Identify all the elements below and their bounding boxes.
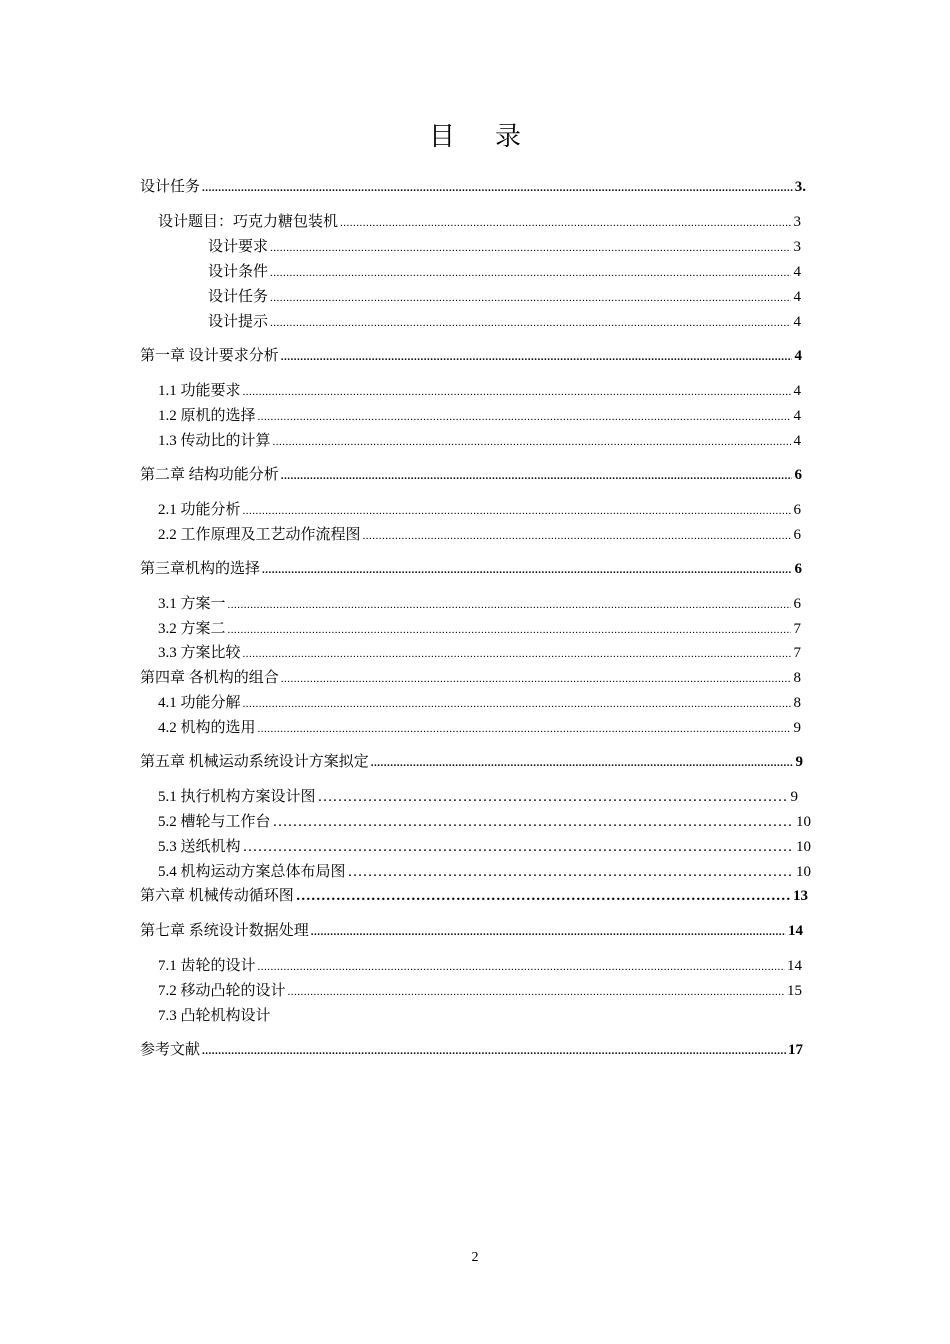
toc-entry-label: 2.1 功能分析 — [158, 502, 241, 518]
toc-entry-page: 9 — [790, 789, 798, 805]
dot-leader — [281, 346, 792, 367]
toc-entry-page: 3 — [793, 214, 801, 230]
toc-entry-label: 3.3 方案比较 — [158, 645, 241, 661]
toc-entry-design-conditions[interactable] — [208, 262, 801, 282]
toc-entry-1-1[interactable] — [158, 381, 801, 401]
dot-leader — [288, 981, 785, 1002]
toc-entry-7-2[interactable] — [158, 981, 802, 1001]
toc-entry-label: 3.2 方案二 — [158, 621, 226, 637]
toc-title-char-1: 目 — [428, 122, 455, 151]
toc-entry-3-1[interactable] — [158, 594, 801, 614]
dot-leader — [258, 718, 791, 739]
toc-entry-page: 7 — [793, 645, 801, 661]
toc-entry-page: 4 — [794, 348, 802, 364]
toc-entry-page: 4 — [793, 314, 801, 330]
dot-leader — [228, 594, 791, 615]
toc-entry-7-1[interactable] — [158, 956, 802, 976]
dot-leader — [243, 643, 791, 664]
toc-entry-page: 9 — [793, 720, 801, 736]
toc-entry-label: 第二章 结构功能分析 — [140, 467, 279, 483]
toc-entry-label: 1.2 原机的选择 — [158, 408, 256, 424]
toc-entry-label: 设计条件 — [208, 264, 269, 280]
toc-entry-page: 8 — [793, 670, 801, 686]
dot-leader — [228, 619, 791, 640]
toc-entry-design-tasks-sub[interactable] — [208, 287, 801, 307]
page-number: 2 — [471, 1250, 479, 1265]
toc-entry-4-2[interactable] — [158, 718, 801, 738]
toc-entry-chapter-6[interactable] — [140, 886, 808, 906]
toc-entry-label: 2.2 工作原理及工艺动作流程图 — [158, 527, 361, 543]
toc-entry-label: 3.1 方案一 — [158, 596, 226, 612]
toc-entry-label: 1.1 功能要求 — [158, 383, 241, 399]
toc-entry-label: 5.2 槽轮与工作台 — [158, 814, 271, 830]
toc-entry-3-2[interactable] — [158, 619, 801, 639]
toc-entry-chapter-3[interactable] — [140, 559, 802, 579]
dot-leader — [243, 837, 794, 857]
toc-entry-label: 4.2 机构的选用 — [158, 720, 256, 736]
dot-leader — [371, 752, 793, 773]
toc-entry-label: 第六章 机械传动循环图 — [140, 888, 294, 904]
toc-entry-page: 4 — [793, 264, 801, 280]
toc-entry-1-2[interactable] — [158, 406, 801, 426]
toc-entry-page: 10 — [796, 839, 811, 855]
toc-entry-label: 4.1 功能分解 — [158, 695, 241, 711]
dot-leader — [318, 787, 788, 807]
toc-entry-page: 10 — [796, 864, 811, 880]
toc-entry-4-1[interactable] — [158, 693, 801, 713]
toc-entry-label: 1.3 传动比的计算 — [158, 433, 271, 449]
toc-entry-page: 6 — [794, 561, 802, 577]
toc-entry-5-3[interactable] — [158, 837, 811, 857]
toc-entry-label: 5.3 送纸机构 — [158, 839, 241, 855]
toc-entry-chapter-5[interactable] — [140, 752, 803, 772]
toc-entry-design-task[interactable] — [140, 177, 806, 197]
dot-leader — [258, 406, 791, 427]
dot-leader — [273, 812, 794, 832]
toc-entry-page: 15 — [787, 983, 802, 999]
dot-leader — [202, 177, 793, 198]
toc-entry-page: 4 — [793, 383, 801, 399]
toc-entry-references[interactable] — [140, 1040, 803, 1060]
toc-entry-label: 7.1 齿轮的设计 — [158, 958, 256, 974]
toc-entry-page: 4 — [793, 408, 801, 424]
toc-entry-2-2[interactable] — [158, 525, 801, 545]
toc-entry-page: 14 — [788, 923, 803, 939]
toc-entry-page: 6 — [794, 467, 802, 483]
dot-leader — [296, 886, 791, 906]
toc-entry-5-2[interactable] — [158, 812, 811, 832]
toc-title-char-2: 录 — [495, 122, 522, 151]
toc-entry-page: 9 — [795, 754, 803, 770]
dot-leader — [273, 431, 791, 452]
toc-entry-page: 6 — [793, 527, 801, 543]
toc-entry-label: 设计任务 — [140, 179, 201, 195]
toc-entry-label: 参考文献 — [140, 1042, 201, 1058]
toc-entry-label: 5.4 机构运动方案总体布局图 — [158, 864, 346, 880]
toc-entry-page: 3. — [794, 179, 806, 195]
dot-leader — [270, 262, 791, 283]
toc-entry-chapter-4[interactable] — [140, 668, 801, 688]
toc-entry-page: 17 — [788, 1042, 803, 1058]
toc-entry-label: 第三章机构的选择 — [140, 561, 261, 577]
toc-entry-label: 第七章 系统设计数据处理 — [140, 923, 309, 939]
toc-entry-page: 6 — [793, 596, 801, 612]
dot-leader — [270, 237, 791, 258]
toc-entry-page: 3 — [793, 239, 801, 255]
toc-entry-chapter-1[interactable] — [140, 346, 802, 366]
toc-entry-label: 7.3 凸轮机构设计 — [158, 1008, 271, 1024]
toc-entry-chapter-7[interactable] — [140, 921, 803, 941]
toc-entry-page: 7 — [793, 621, 801, 637]
dot-leader — [258, 956, 785, 977]
toc-entry-2-1[interactable] — [158, 500, 801, 520]
dot-leader — [243, 500, 791, 521]
toc-entry-page: 8 — [793, 695, 801, 711]
toc-entry-chapter-2[interactable] — [140, 465, 802, 485]
dot-leader — [243, 381, 791, 402]
dot-leader — [281, 465, 792, 486]
toc-entry-label: 第四章 各机构的组合 — [140, 670, 279, 686]
toc-entry-design-hints[interactable] — [208, 312, 801, 332]
toc-entry-page: 10 — [796, 814, 811, 830]
toc-entry-1-3[interactable] — [158, 431, 801, 451]
dot-leader — [363, 525, 791, 546]
toc-title — [0, 116, 950, 153]
toc-entry-page: 6 — [793, 502, 801, 518]
dot-leader — [311, 921, 786, 942]
toc-entry-page: 13 — [793, 888, 808, 904]
toc-entry-page: 4 — [793, 289, 801, 305]
toc-entry-page: 4 — [793, 433, 801, 449]
dot-leader — [270, 287, 791, 308]
dot-leader — [270, 312, 791, 333]
dot-leader — [348, 862, 794, 882]
toc-entry-label: 设计要求 — [208, 239, 269, 255]
toc-entry-page: 14 — [787, 958, 802, 974]
toc-entry-label: 第五章 机械运动系统设计方案拟定 — [140, 754, 369, 770]
dot-leader — [281, 668, 791, 689]
toc-entry-design-requirements[interactable] — [208, 237, 801, 257]
toc-entry-label: 设计提示 — [208, 314, 269, 330]
dot-leader — [262, 559, 792, 580]
toc-entry-label: 第一章 设计要求分析 — [140, 348, 279, 364]
toc-entry-label: 设计题目：巧克力糖包装机 — [158, 214, 339, 230]
toc-entry-design-topic[interactable] — [158, 212, 801, 232]
toc-entry-3-3[interactable] — [158, 643, 801, 663]
dot-leader — [243, 693, 791, 714]
toc-entry-label: 5.1 执行机构方案设计图 — [158, 789, 316, 805]
dot-leader — [340, 212, 791, 233]
toc-entry-7-3[interactable] — [158, 1006, 458, 1026]
toc-entry-5-4[interactable] — [158, 862, 811, 882]
toc-entry-label: 7.2 移动凸轮的设计 — [158, 983, 286, 999]
toc-entry-5-1[interactable] — [158, 787, 798, 807]
dot-leader — [202, 1040, 786, 1061]
toc-entry-label: 设计任务 — [208, 289, 269, 305]
